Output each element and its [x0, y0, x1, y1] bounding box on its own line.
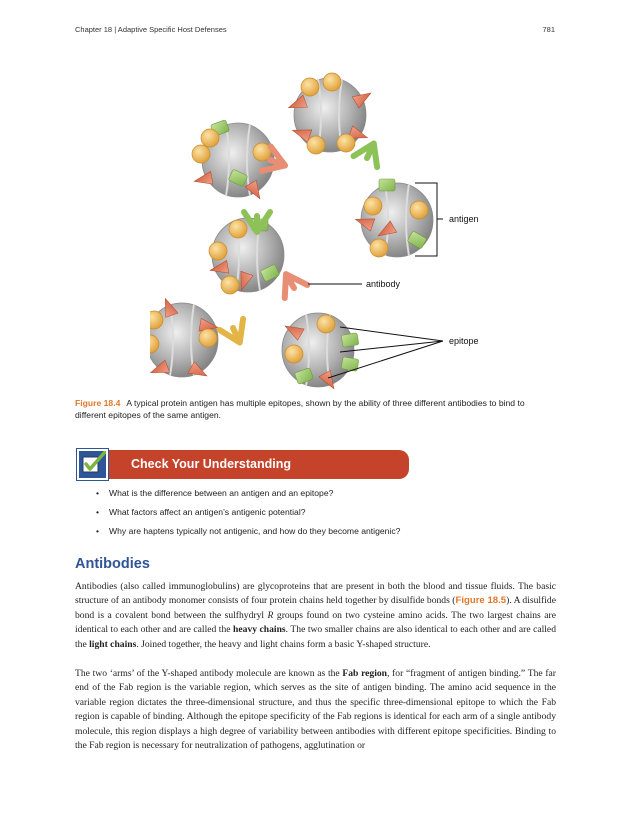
banner-title: Check Your Understanding [131, 457, 291, 471]
key-term: Fab region [342, 668, 388, 679]
antigen-molecule [209, 218, 284, 294]
text-run: ). A disulfide bond is a covalent bond between the sulfhydryl [75, 595, 556, 621]
page-number: 781 [542, 25, 555, 34]
question-list [96, 488, 400, 545]
antigen-label: antigen [449, 214, 479, 224]
text-run: groups found on two cysteine amino acids. The two largest chains are identical to each other and are called the [75, 609, 556, 636]
text-run: , for “fragment of antigen binding.” The far end of the Fab region is the variable region, which serves as the site of antigen binding. The amino acid sequence in the variable region dictates the three-dimensional structure, and thus the specific three-dimensional epitope to which the Fab region is capable of binding. Although the epitope specificity of the Fab regions is identical for each arm of a single antibody molecule, this region displays a high degree of variability between antibodies with different epitope specificities. Binding to the Fab region is necessary for neutralization of pathogens, agglutination or [75, 668, 556, 752]
figure-reference-link[interactable]: Figure 18.5 [455, 595, 507, 607]
epitope-label: epitope [449, 336, 479, 346]
running-header-chapter: Chapter 18 | Adaptive Specific Host Defenses [75, 25, 227, 34]
list-item: • What is the difference between an antigen and an epitope? [96, 488, 400, 499]
antigen-molecule [353, 179, 433, 257]
antigen-molecule [150, 296, 219, 382]
banner-bar [91, 450, 409, 479]
checkbox-icon [77, 449, 108, 480]
figure-caption [75, 397, 555, 421]
figure-caption-text: A typical protein antigen has multiple epitopes, shown by the ability of three different antibodies to bind to different epitopes of the same antigen. [75, 398, 525, 420]
antibody-label: antibody [366, 279, 401, 289]
antigen-molecule [192, 120, 274, 203]
text-run: Antibodies (also called immunoglobulins) are glycoproteins that are present in both the blood and tissue fluids. The basic structure of an antibody monomer consists of four protein chains held together by disulfide bonds ( [75, 581, 556, 607]
paragraph [75, 580, 556, 652]
section-title: Antibodies [75, 556, 150, 572]
key-term: light chains [89, 638, 137, 650]
text-run: . Joined together, the heavy and light chains form a basic Y-shaped structure. [136, 638, 431, 650]
key-term: heavy chains [233, 624, 286, 636]
text-run: . The two smaller chains are also identical to each other and are called the [75, 624, 556, 650]
text-run: The two ‘arms’ of the Y-shaped antibody molecule are known as the [75, 668, 343, 679]
list-item: • What factors affect an antigen’s antigenic potential? [96, 507, 400, 518]
figure-caption-label: Figure 18.4 [75, 398, 121, 408]
paragraph [75, 667, 556, 753]
antibody-gold [220, 319, 252, 348]
antigen-molecule [286, 73, 374, 154]
antigen-epitope-figure [150, 70, 480, 390]
antibody-green [354, 138, 386, 167]
italic-term: R [267, 609, 274, 621]
check-your-understanding-banner [77, 449, 410, 480]
list-item: • Why are haptens typically not antigenic, and how do they become antigenic? [96, 526, 400, 537]
